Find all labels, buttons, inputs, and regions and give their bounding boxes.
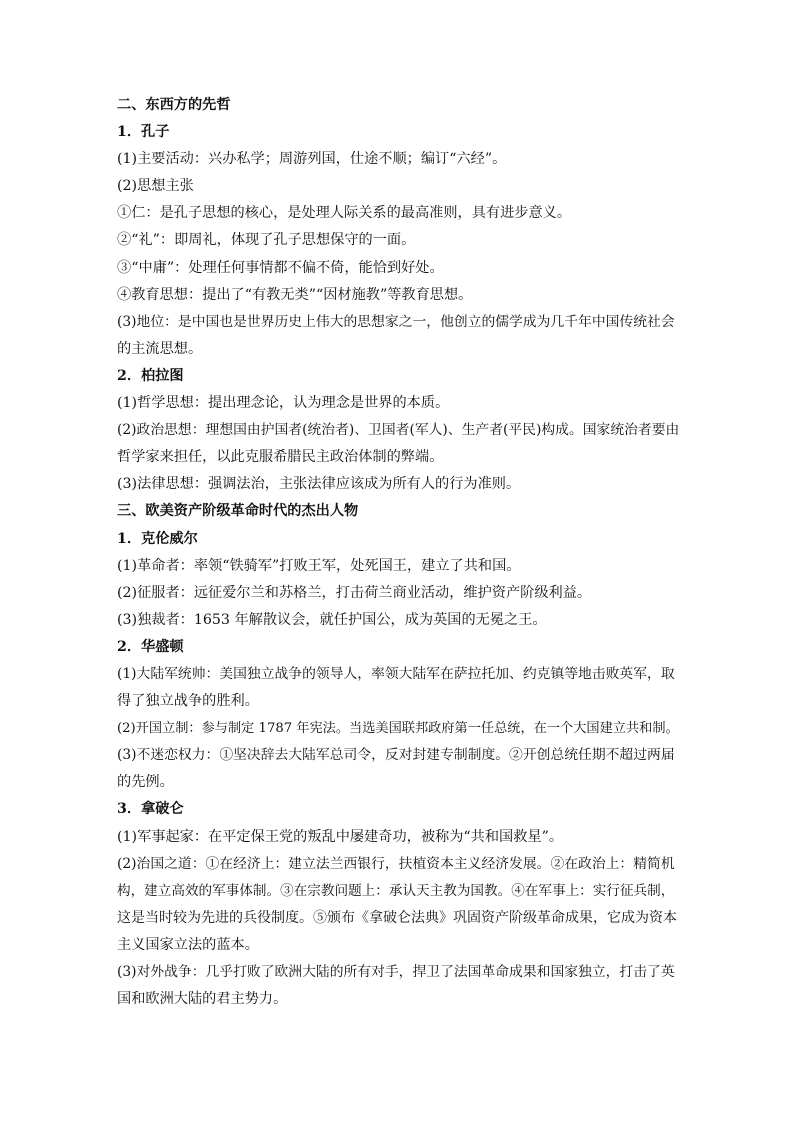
- plato-law: (3)法律思想：强调法治，主张法律应该成为所有人的行为准则。: [117, 476, 521, 493]
- confucius-zhongyong: ③“中庸”：处理任何事情都不偏不倚，能恰到好处。: [117, 259, 444, 276]
- section-two-title: 二、东西方的先哲: [117, 97, 231, 113]
- confucius-education: ④教育思想：提出了“有教无类”“因材施教”等教育思想。: [117, 286, 473, 303]
- plato-politics-line-1: (2)政治思想：理想国由护国者(统治者)、卫国者(军人)、生产者(平民)构成。国家统治者要由: [117, 422, 680, 439]
- cromwell-dictator: (3)独裁者：1653 年解散议会，就任护国公，成为英国的无冕之王。: [117, 611, 547, 628]
- plato-heading: 2．柏拉图: [117, 367, 184, 384]
- plato-politics-line-2: 哲学家来担任，以此克服希腊民主政治体制的弊端。: [117, 449, 444, 466]
- napoleon-war-line-2: 国和欧洲大陆的君主势力。: [117, 991, 288, 1008]
- washington-heading: 2．华盛顿: [117, 638, 184, 655]
- napoleon-heading: 3．拿破仑: [117, 801, 184, 818]
- confucius-heading: 1．孔子: [117, 124, 170, 141]
- napoleon-governance-line-3: 这是当时较为先进的兵役制度。⑤颁布《拿破仑法典》巩固资产阶级革命成果，它成为资本: [117, 909, 677, 926]
- confucius-status-line-1: (3)地位：是中国也是世界历史上伟大的思想家之一，他创立的儒学成为几千年中国传统社会: [117, 313, 675, 330]
- napoleon-governance-line-4: 主义国家立法的蓝本。: [117, 936, 259, 953]
- confucius-status-line-2: 的主流思想。: [117, 340, 203, 357]
- washington-power-line-2: 的先例。: [117, 774, 174, 791]
- washington-power-line-1: (3)不迷恋权力：①坚决辞去大陆军总司令，反对封建专制制度。②开创总统任期不超过两届: [117, 747, 675, 764]
- washington-founding: (2)开国立制：参与制定 1787 年宪法。当选美国联邦政府第一任总统，在一个大国建立共和制。: [117, 721, 679, 737]
- document-page: [117, 92, 681, 1013]
- napoleon-governance-line-2: 构，建立高效的军事体制。③在宗教问题上：承认天主教为国教。④在军事上：实行征兵制，: [117, 882, 675, 899]
- cromwell-revolutionary: (1)革命者：率领“铁骑军”打败王军，处死国王，建立了共和国。: [117, 557, 521, 574]
- napoleon-military: (1)军事起家：在平定保王党的叛乱中屡建奇功，被称为“共和国救星”。: [117, 828, 564, 845]
- napoleon-governance-line-1: (2)治国之道：①在经济上：建立法兰西银行，扶植资本主义经济发展。②在政治上：精简机: [117, 855, 675, 872]
- plato-philosophy: (1)哲学思想：提出理念论，认为理念是世界的本质。: [117, 395, 450, 412]
- confucius-activities: (1)主要活动：兴办私学；周游列国，仕途不顺；编订“六经”。: [117, 151, 507, 168]
- cromwell-conqueror: (2)征服者：远征爱尔兰和苏格兰，打击荷兰商业活动，维护资产阶级利益。: [117, 584, 592, 601]
- napoleon-war-line-1: (3)对外战争：几乎打败了欧洲大陆的所有对手，捍卫了法国革命成果和国家独立，打击了英: [117, 964, 675, 980]
- cromwell-heading: 1．克伦威尔: [117, 530, 198, 547]
- confucius-ren: ①仁：是孔子思想的核心，是处理人际关系的最高准则，具有进步意义。: [117, 205, 572, 222]
- washington-commander-line-2: 得了独立战争的胜利。: [117, 693, 259, 710]
- confucius-thought-heading: (2)思想主张: [117, 178, 194, 195]
- section-three-title: 三、欧美资产阶级革命时代的杰出人物: [117, 503, 359, 520]
- washington-commander-line-1: (1)大陆军统帅：美国独立战争的领导人，率领大陆军在萨拉托加、约克镇等地击败英军，取: [117, 665, 675, 682]
- confucius-li: ②“礼”：即周礼，体现了孔子思想保守的一面。: [117, 232, 416, 249]
